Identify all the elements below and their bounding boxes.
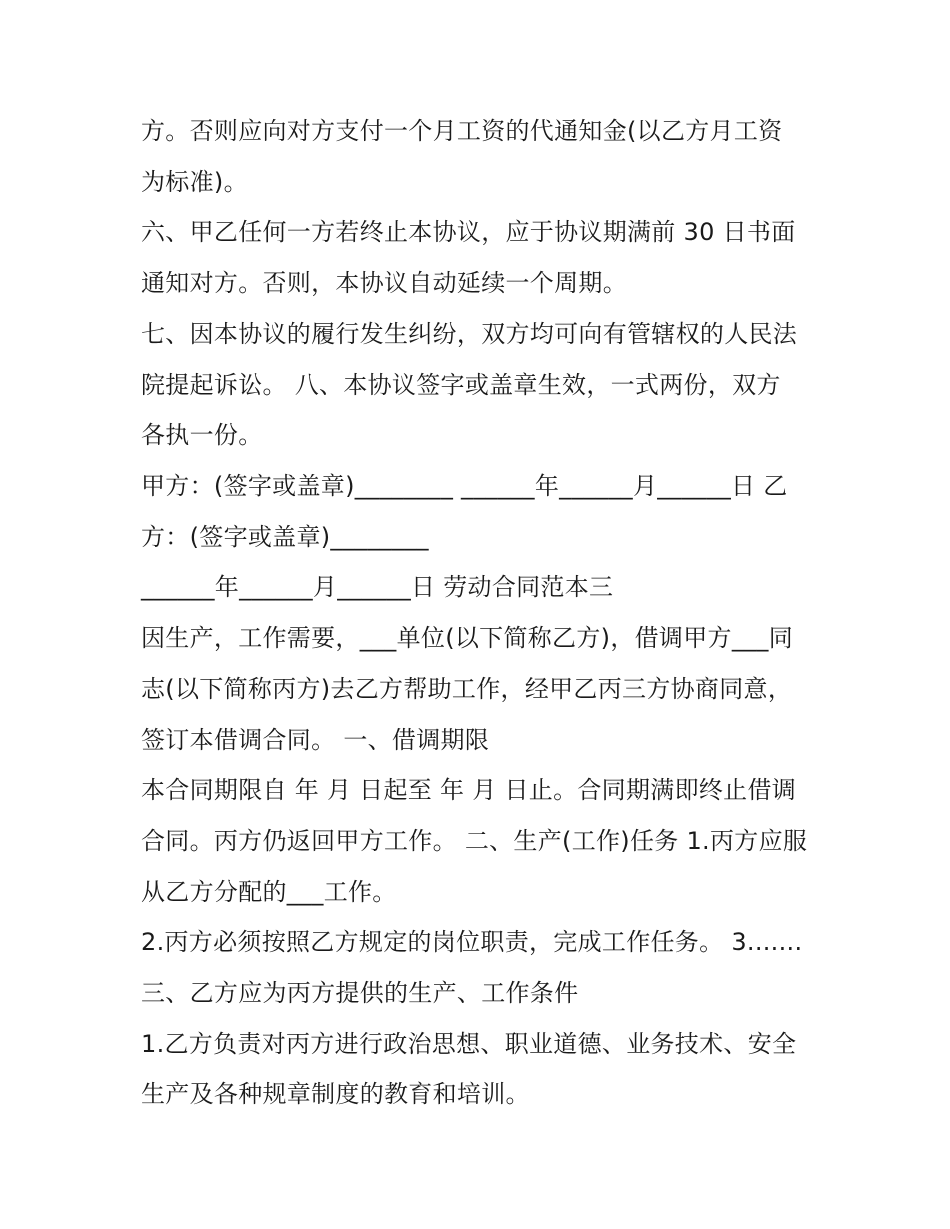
text-line-6: 院提起诉讼。 八、本协议签字或盖章生效，一式两份，双方 bbox=[141, 371, 781, 399]
text-line-1: 方。否则应向对方支付一个月工资的代通知金(以乙方月工资 bbox=[141, 117, 783, 145]
date-line-and-heading: ______年______月______日 劳动合同范本三 bbox=[141, 573, 614, 601]
text-line-14: 本合同期限自 年 月 日起至 年 月 日止。合同期满即终止借调 bbox=[141, 776, 797, 804]
text-line-20: 生产及各种规章制度的教育和培训。 bbox=[141, 1080, 530, 1108]
text-line-2: 为标准)。 bbox=[141, 168, 248, 196]
text-line-7: 各执一份。 bbox=[141, 421, 263, 449]
text-line-16: 从乙方分配的___工作。 bbox=[141, 878, 397, 906]
section-heading-three: 三、乙方应为丙方提供的生产、工作条件 bbox=[141, 979, 579, 1007]
text-line-12: 志(以下简称丙方)去乙方帮助工作，经甲乙丙三方协商同意， bbox=[141, 675, 793, 703]
text-line-15: 合同。丙方仍返回甲方工作。 二、生产(工作)任务 1.丙方应服 bbox=[141, 827, 808, 855]
signature-line-party-b: 方：(签字或盖章)________ bbox=[141, 523, 429, 551]
text-line-17: 2.丙方必须按照乙方规定的岗位职责，完成工作任务。 3....... bbox=[141, 928, 803, 956]
text-line-11: 因生产，工作需要，___单位(以下简称乙方)，借调甲方___同 bbox=[141, 624, 794, 652]
text-line-5: 七、因本协议的履行发生纠纷，双方均可向有管辖权的人民法 bbox=[141, 320, 798, 348]
text-line-19: 1.乙方负责对丙方进行政治思想、职业道德、业务技术、安全 bbox=[141, 1030, 797, 1058]
text-line-4: 通知对方。否则，本协议自动延续一个周期。 bbox=[141, 269, 627, 297]
text-line-3: 六、甲乙任何一方若终止本协议，应于协议期满前 30 日书面 bbox=[141, 218, 796, 246]
text-line-13: 签订本借调合同。 一、借调期限 bbox=[141, 726, 490, 754]
signature-line-party-a: 甲方：(签字或盖章)________ ______年______月______日 乙 bbox=[141, 472, 788, 500]
